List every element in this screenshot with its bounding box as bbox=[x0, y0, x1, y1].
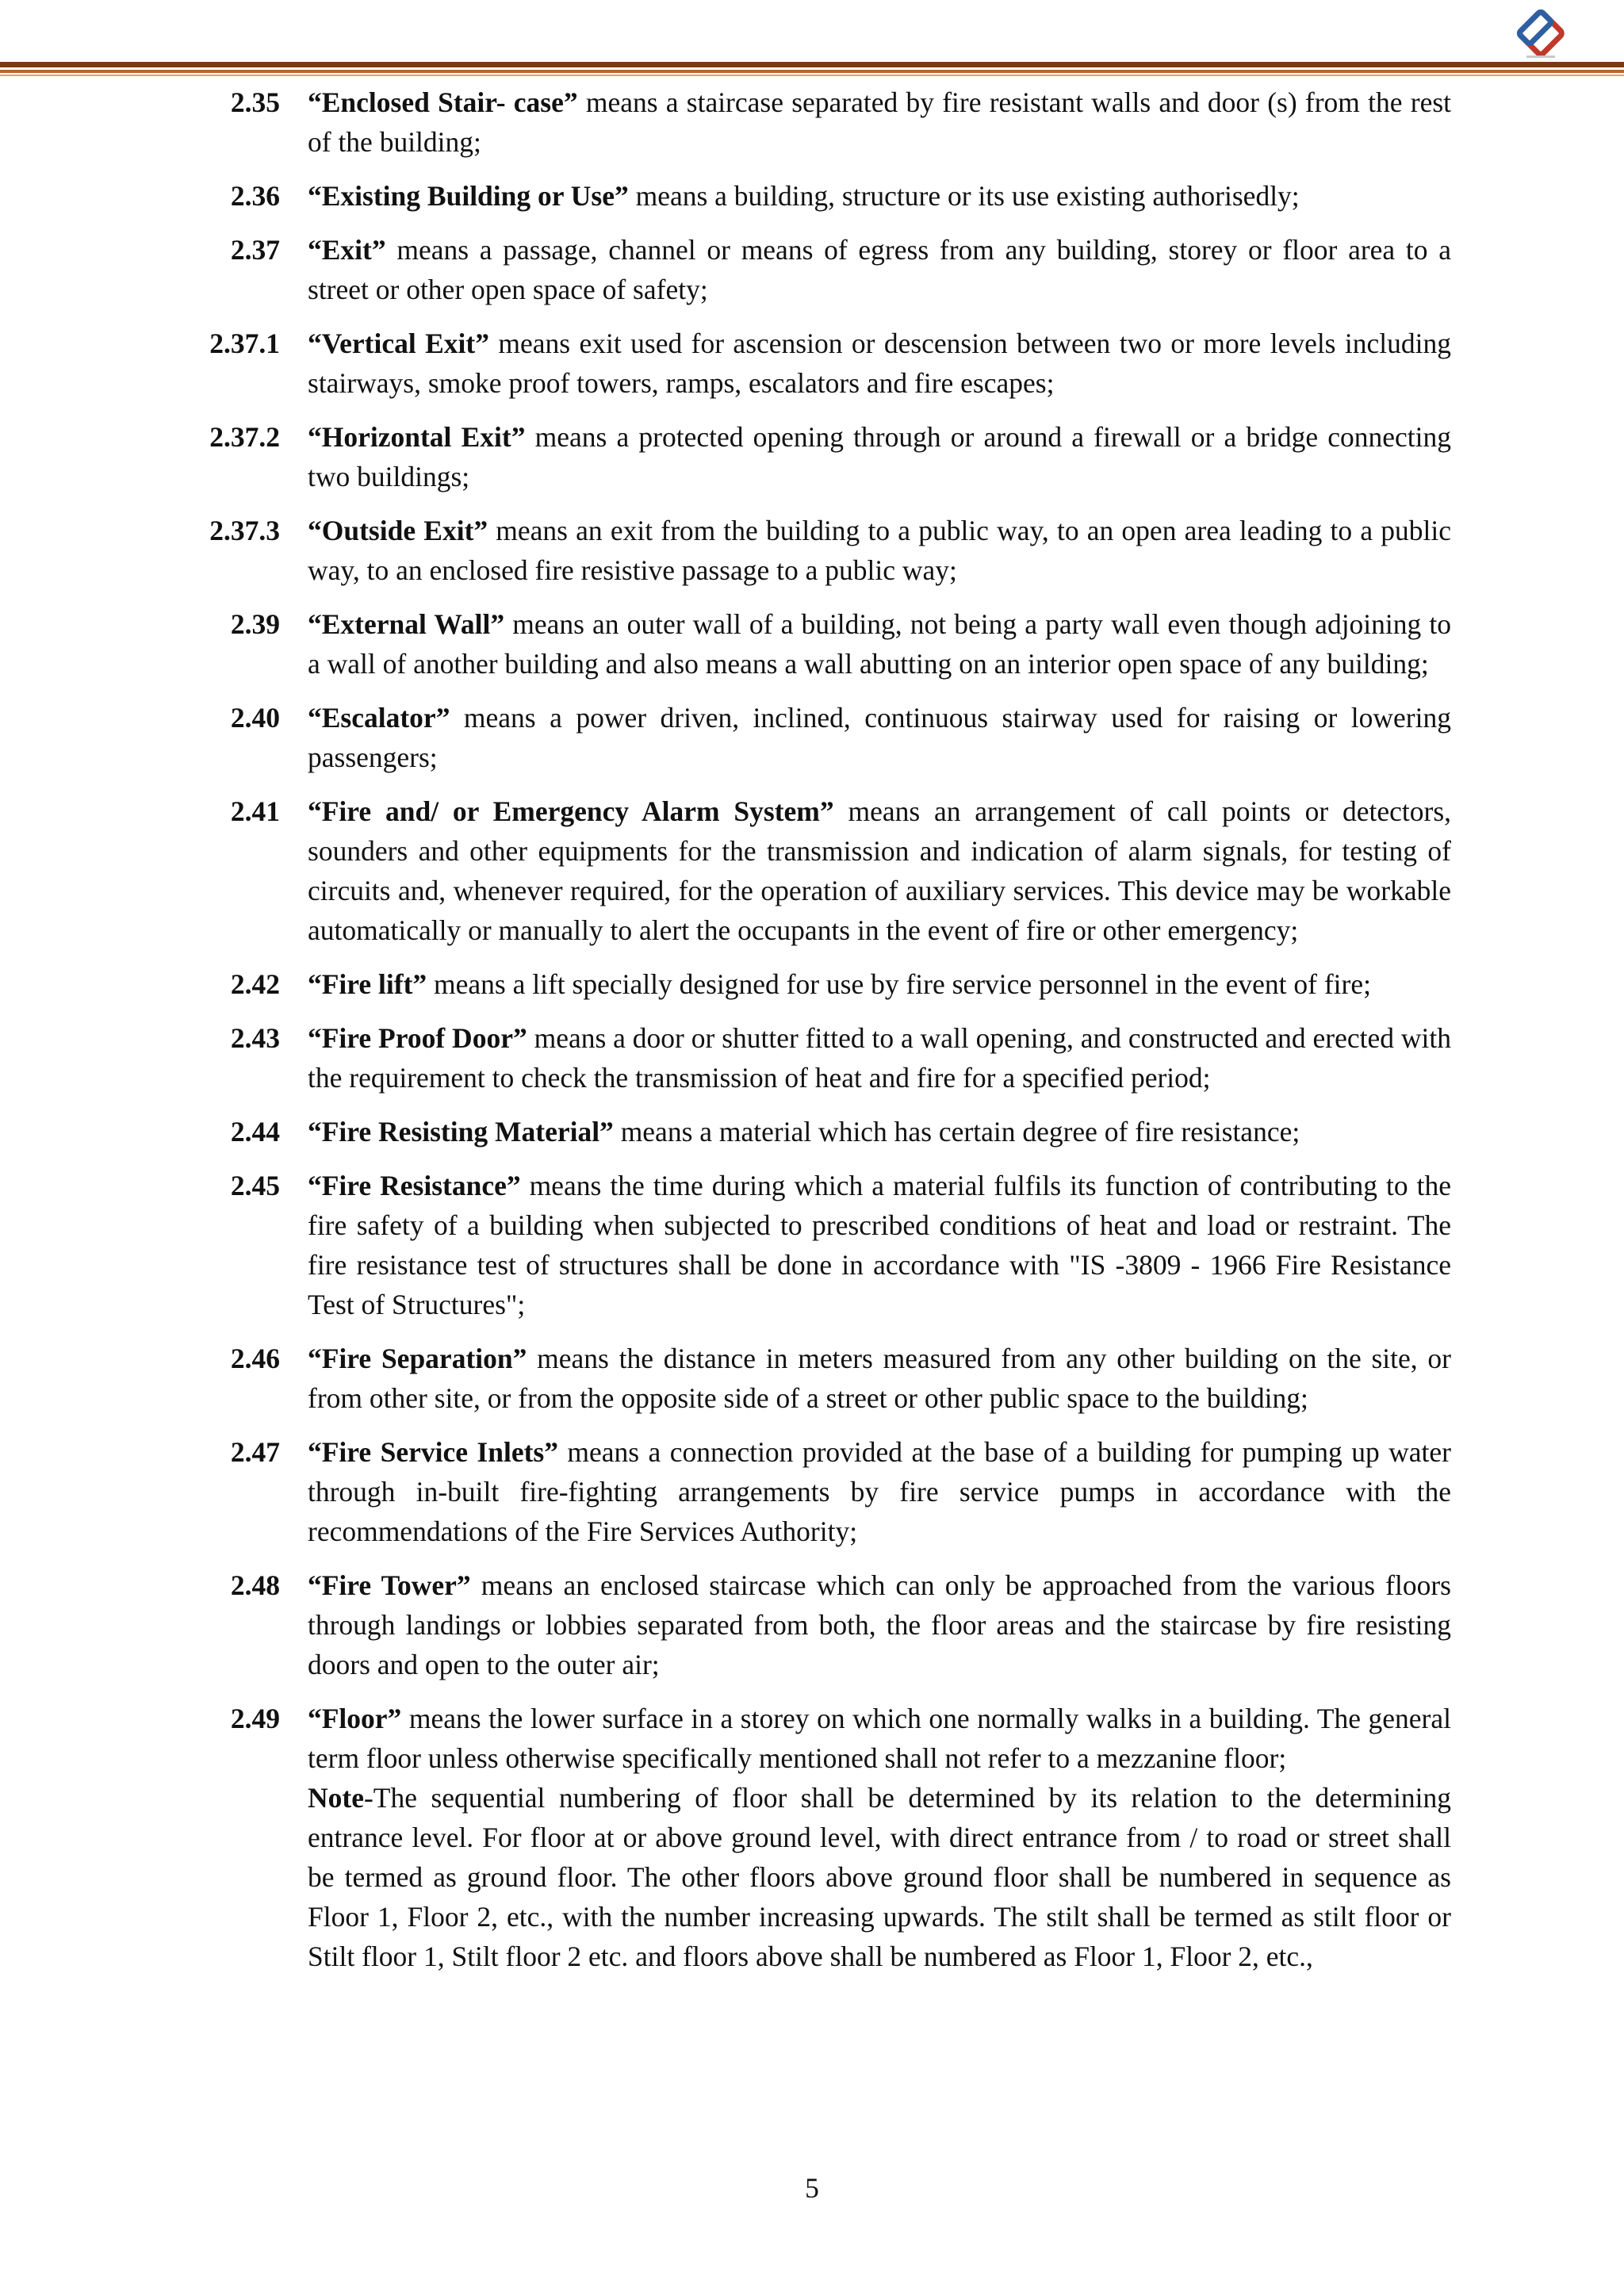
definition-2-41 bbox=[0, 791, 1624, 950]
header-rule bbox=[0, 62, 1624, 78]
definition-text: means a staircase separated by fire resistant walls and door (s) from the rest of the building; bbox=[308, 86, 1452, 158]
definition-text: means an outer wall of a building, not being a party wall even though adjoining to a wall of another building and also means a wall abutting on an interior open space of any building; bbox=[308, 608, 1452, 680]
definition-2-37-1 bbox=[0, 324, 1624, 403]
clause-number: 2.37.3 bbox=[209, 515, 280, 546]
note-text: -The sequential numbering of floor shall be determined by its relation to the determining entrance level. For floor at or above ground level, with direct entrance from / to road or street shall be termed as ground floor. The other floors above ground floor shall be numbered in sequence as Floor 1, Floor 2, etc., with the number increasing upwards. The stilt shall be termed as stilt floor or Stilt floor 1, Stilt floor 2 etc. and floors above shall be numbered as Floor 1, Floor 2, etc., bbox=[308, 1782, 1451, 1972]
defined-term: “Escalator” bbox=[308, 702, 450, 734]
defined-term: “Fire Service Inlets” bbox=[308, 1436, 558, 1468]
page-number: 5 bbox=[805, 2172, 819, 2204]
note-label: Note bbox=[308, 1782, 364, 1814]
defined-term: “Exit” bbox=[308, 234, 386, 266]
clause-number: 2.43 bbox=[230, 1022, 280, 1054]
clause-number: 2.35 bbox=[230, 86, 280, 118]
definition-text: means a protected opening through or around a firewall or a bridge connecting two buildings; bbox=[308, 421, 1451, 492]
clause-number: 2.49 bbox=[230, 1703, 280, 1734]
definition-text: means a passage, channel or means of egress from any building, storey or floor area to a street or other open space of safety; bbox=[308, 234, 1451, 305]
definition-2-42 bbox=[0, 964, 1624, 1004]
defined-term: “Fire Proof Door” bbox=[308, 1022, 527, 1054]
clause-number: 2.41 bbox=[230, 795, 280, 827]
definition-text: means a lift specially designed for use by fire service personnel in the event of fire; bbox=[427, 968, 1371, 1000]
definition-2-35 bbox=[0, 82, 1624, 162]
definition-2-39 bbox=[0, 604, 1624, 684]
definition-2-44 bbox=[0, 1112, 1624, 1151]
defined-term: “Vertical Exit” bbox=[308, 328, 489, 359]
definition-text: means the lower surface in a storey on which one normally walks in a building. The general term floor unless otherwise specifically mentioned shall not refer to a mezzanine floor; bbox=[308, 1703, 1451, 1774]
defined-term: “Fire Resistance” bbox=[308, 1170, 521, 1201]
definition-2-48 bbox=[0, 1565, 1624, 1684]
definitions-list bbox=[0, 82, 1624, 1976]
clause-number: 2.46 bbox=[230, 1343, 280, 1374]
definition-text: means exit used for ascension or descension between two or more levels including stairways, smoke proof towers, ramps, escalators and fire escapes; bbox=[308, 328, 1452, 399]
definition-text: means a material which has certain degree of fire resistance; bbox=[613, 1116, 1300, 1148]
defined-term: “Fire and/ or Emergency Alarm System” bbox=[308, 795, 834, 827]
clause-number: 2.36 bbox=[230, 180, 280, 212]
definition-text: means a building, structure or its use existing authorisedly; bbox=[628, 180, 1300, 212]
definition-2-43 bbox=[0, 1018, 1624, 1098]
clause-number: 2.48 bbox=[230, 1569, 280, 1601]
defined-term: “Outside Exit” bbox=[308, 515, 488, 546]
definition-2-47 bbox=[0, 1432, 1624, 1551]
floor-numbering-note bbox=[308, 1778, 1451, 1976]
definition-text: means the time during which a material fulfils its function of contributing to the fire safety of a building when subjected to prescribed conditions of heat and load or restraint. The fire resistance test of structures shall be done in accordance with "IS -3809 - 1966 Fire Resistance Test of Structures"; bbox=[308, 1170, 1451, 1320]
clause-number: 2.47 bbox=[230, 1436, 280, 1468]
definition-text: means an arrangement of call points or detectors, sounders and other equipments for the transmission and indication of alarm signals, for testing of circuits and, whenever required, for the operation of auxiliary services. This device may be workable automatically or manually to alert the occupants in the event of fire or other emergency; bbox=[308, 795, 1452, 946]
definition-text: means the distance in meters measured from any other building on the site, or from other site, or from the opposite side of a street or other public space to the building; bbox=[308, 1343, 1451, 1414]
organization-logo-icon bbox=[1511, 6, 1571, 67]
defined-term: “Fire Separation” bbox=[308, 1343, 527, 1374]
defined-term: “External Wall” bbox=[308, 608, 505, 640]
clause-number: 2.37 bbox=[230, 234, 280, 266]
definition-text: means a power driven, inclined, continuous stairway used for raising or lowering passengers; bbox=[308, 702, 1451, 773]
clause-number: 2.39 bbox=[230, 608, 280, 640]
clause-number: 2.45 bbox=[230, 1170, 280, 1201]
definition-text: means a connection provided at the base of a building for pumping up water through in-built fire-fighting arrangements by fire service pumps in accordance with the recommendations of the Fire Services Authority; bbox=[308, 1436, 1451, 1547]
definition-2-45 bbox=[0, 1166, 1624, 1324]
clause-number: 2.44 bbox=[230, 1116, 280, 1148]
clause-number: 2.42 bbox=[230, 968, 280, 1000]
definition-2-49 bbox=[0, 1699, 1624, 1778]
defined-term: “Fire lift” bbox=[308, 968, 427, 1000]
definition-2-37-2 bbox=[0, 417, 1624, 496]
definition-text: means an enclosed staircase which can only be approached from the various floors through landings or lobbies separated from both, the floor areas and the staircase by fire resisting doors and open to the outer air; bbox=[308, 1569, 1451, 1680]
definition-2-36 bbox=[0, 176, 1624, 216]
clause-number: 2.37.1 bbox=[209, 328, 280, 359]
definition-2-37 bbox=[0, 230, 1624, 309]
clause-number: 2.40 bbox=[230, 702, 280, 734]
defined-term: “Floor” bbox=[308, 1703, 402, 1734]
definition-2-46 bbox=[0, 1339, 1624, 1418]
definition-2-40 bbox=[0, 698, 1624, 777]
defined-term: “Fire Tower” bbox=[308, 1569, 471, 1601]
defined-term: “Fire Resisting Material” bbox=[308, 1116, 614, 1148]
definition-text: means an exit from the building to a public way, to an open area leading to a public way, to an enclosed fire resistive passage to a public way; bbox=[308, 515, 1451, 586]
definition-2-37-3 bbox=[0, 511, 1624, 590]
defined-term: “Existing Building or Use” bbox=[308, 180, 629, 212]
clause-number: 2.37.2 bbox=[209, 421, 280, 453]
definition-text: means a door or shutter fitted to a wall opening, and constructed and erected with the requirement to check the transmission of heat and fire for a specified period; bbox=[308, 1022, 1451, 1094]
defined-term: “Horizontal Exit” bbox=[308, 421, 526, 453]
defined-term: “Enclosed Stair- case” bbox=[308, 86, 578, 118]
